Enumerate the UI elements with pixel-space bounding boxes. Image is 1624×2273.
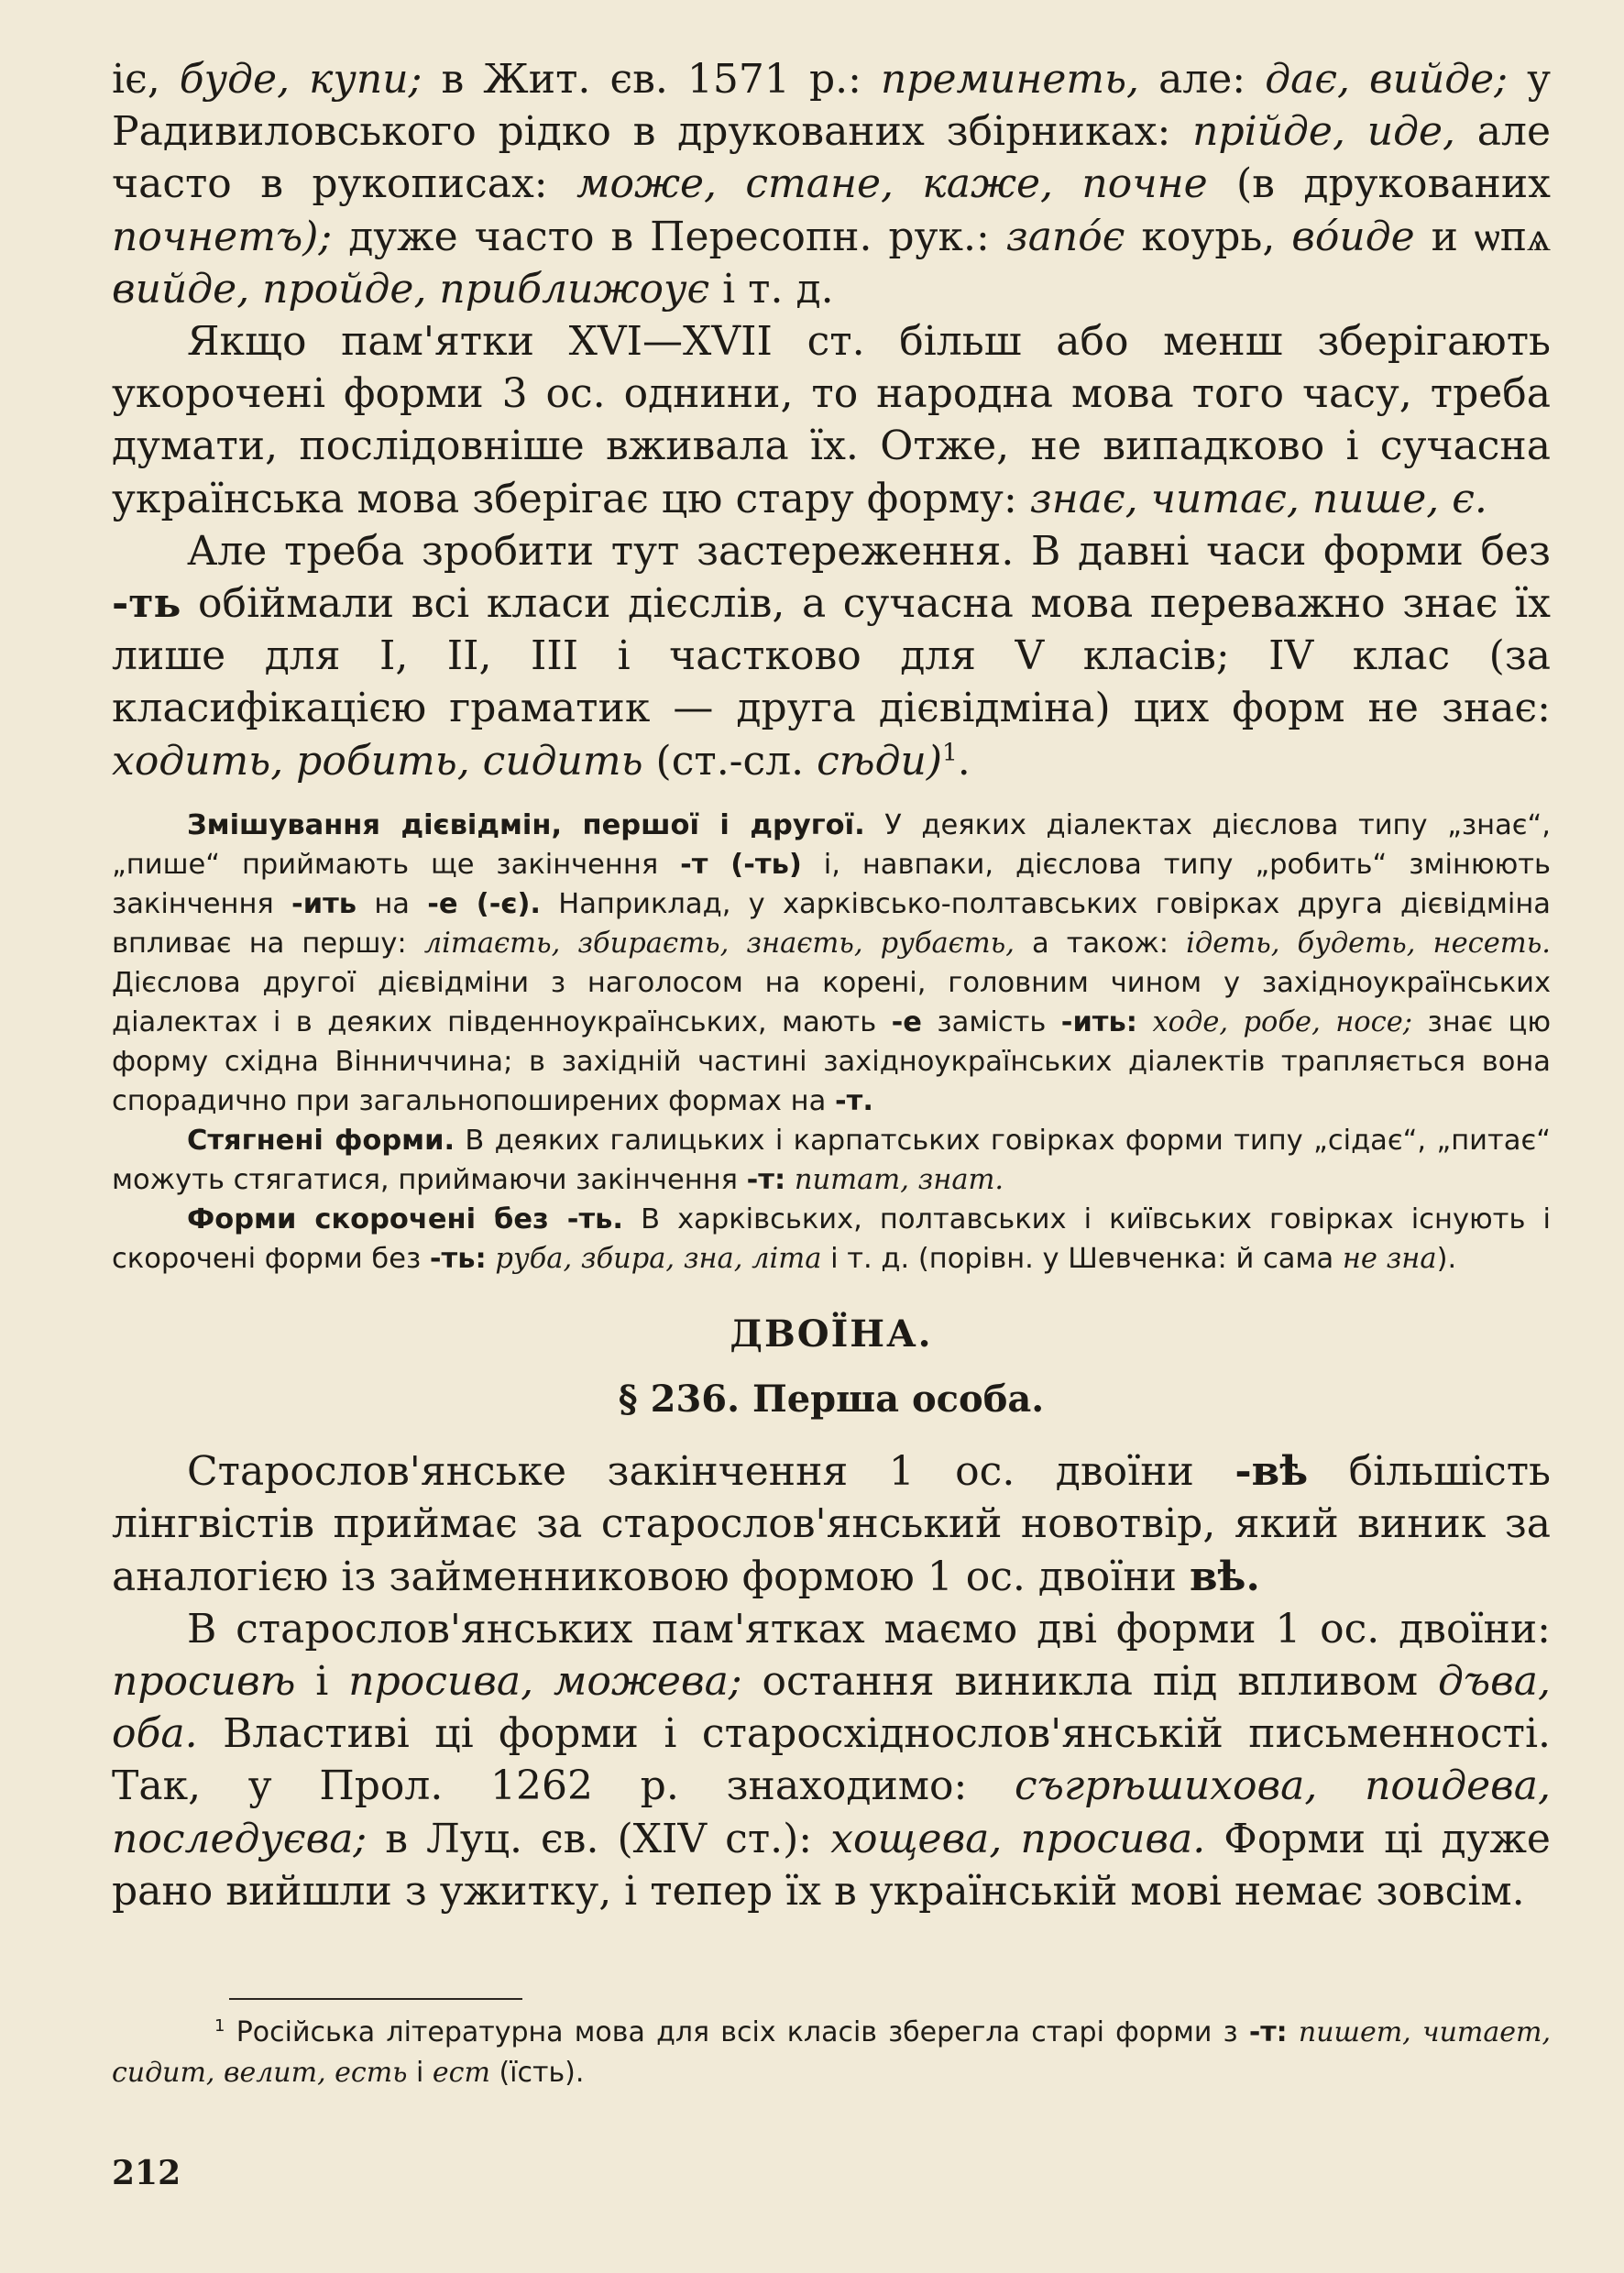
paragraph-1: іє, буде, купи; в Жит. єв. 1571 р.: преминеть, але: дає, вийде; у Радивиловського рідко в друкованих збірниках: прійде, иде, але часто в рукописах: може, стане, каже, почне (в друкованих почнетъ); дуже часто в Пересопн. рук.: запо́є коурь, во́иде и ѡпѧ вийде, пройде, приближоує і т. д. bbox=[112, 56, 1551, 313]
footnote-ref: 1 bbox=[941, 737, 958, 766]
page-number: 212 bbox=[112, 2154, 181, 2192]
dialect-notes bbox=[112, 806, 1551, 1279]
main-text bbox=[112, 53, 1551, 1917]
note-contracted: Стягнені форми. В деяких галицьких і карпатських говірках форми типу „сідає“, „питає“ можуть стягатися, приймаючи закінчення -т: питат, знат. bbox=[112, 1124, 1551, 1196]
chapter-heading: ДВОЇНА. bbox=[730, 1312, 933, 1356]
note-shortened: Форми скорочені без -ть. В харківських, полтавських і київських говірках існують і скорочені форми без -ть: руба, збира, зна, літа і т. д. (порівн. у Шевченка: й сама не зна). bbox=[112, 1202, 1551, 1275]
paragraph-3: Але треба зробити тут застереження. В давні часи форми без -ть обіймали всі класи дієслів, а сучасна мова переважно знає їх лише для I, II, III і частково для V класів; IV клас (за класифікацією граматик — друга дієвідміна) цих форм не знає: ходить, робить, сидить (ст.-сл. сѣди)$^1$. bbox=[112, 527, 1551, 785]
note-mixing: Змішування дієвідмін, першої і другої. У деяких діалектах дієслова типу „знає“, „пише“ приймають ще закінчення -т (-ть) і, навпаки, дієслова типу „робить“ змінюють закінчення -ить на -е (-є). Наприклад, у харківсько-полтавських говірках друга дієвідміна впливає на першу: літаєть, збираєть, знаєть, рубаєть, а також: ідеть, будеть, несеть. Дієслова другої дієвідміни з наголосом на корені, головним чином у західноукраїнських діалектах і в деяких південноукраїнських, мають -е замість -ить: ходе, робе, носе; знає цю форму східна Вінниччина; в західній частині західноукраїнських діалектів трапляється вона спорадично при загальнопоширених формах на -т. bbox=[112, 808, 1552, 1117]
footnote: $^1$ Російська літературна мова для всіх класів зберегла старі форми з -т: пишет, читает, сидит, велит, есть і ест (їсть). bbox=[112, 2016, 1552, 2089]
paragraph-2: Якщо пам'ятки XVI—XVII ст. більш або менш зберігають укорочені форми 3 ос. однини, то народна мова того часу, треба думати, послідовніше вживала їх. Отже, не випадково і сучасна українська мова зберігає цю стару форму: знає, читає, пише, є. bbox=[112, 318, 1551, 522]
footnote-divider bbox=[229, 1998, 522, 2000]
section-title: § 236. Перша особа. bbox=[618, 1378, 1045, 1422]
paragraph-5: В старослов'янських пам'ятках маємо дві форми 1 ос. двоїни: просивѣ і просива, можева; остання виникла під впливом дъва, оба. Властиві ці форми і старосхіднослов'янській письменності. Так, у Прол. 1262 р. знаходимо: съгрѣшихова, поидева, последуєва; в Луц. єв. (XIV ст.): хощева, просива. Форми ці дуже рано вийшли з ужитку, і тепер їх в українській мові немає зовсім. bbox=[112, 1605, 1552, 1915]
paragraph-4: Старослов'янське закінчення 1 ос. двоїни -вѣ більшість лінгвістів приймає за старослов'янський новотвір, який виник за аналогією із займенниковою формою 1 ос. двоїни вѣ. bbox=[112, 1448, 1552, 1600]
